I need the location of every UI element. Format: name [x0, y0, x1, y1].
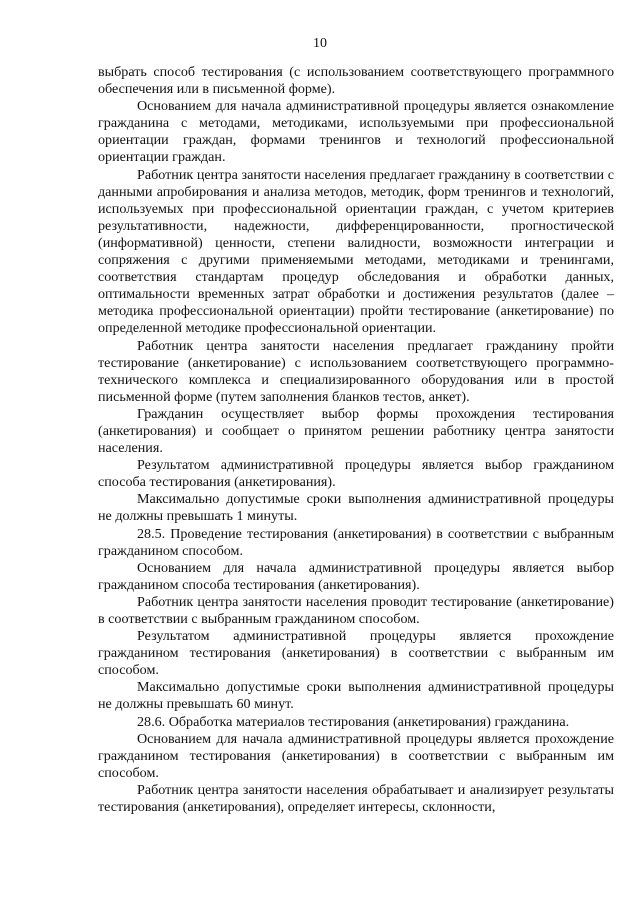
paragraph: Результатом административной процедуры является прохождение гражданином тестирования (анкетирования) в соответствии с выбранным им способом. [98, 628, 614, 679]
page-number: 10 [313, 36, 327, 51]
paragraph: Основанием для начала административной процедуры является выбор гражданином способа тестирования (анкетирования). [98, 559, 614, 593]
paragraph: Основанием для начала административной процедуры является ознакомление гражданина с методами, методиками, используемыми при профессиональной ориентации граждан, формами тренингов и технологий профессиональной ориентации граждан. [98, 98, 614, 166]
paragraph: Работник центра занятости населения обрабатывает и анализирует результаты тестирования (анкетирования), определяет интересы, склонности, [98, 781, 614, 816]
paragraph: Работник центра занятости населения предлагает гражданину в соответствии с данными апробирования и анализа методов, методик, форм тренингов и технологий, используемых при профессиональной ориентации граждан, с учетом критериев результативности, надежности, дифференцированности, прогностической (информативной) ценности, степени валидности, возможности интеграции и сопряжения с другими применяемыми методами, методиками и тренингами, соответствия стандартам процедур обследования и обработки данных, оптимальности временных затрат обработки и достижения результатов (далее – методика профессиональной ориентации) пройти тестирование (анкетирование) по определенной методике профессиональной ориентации. [98, 166, 614, 337]
paragraph: Работник центра занятости населения предлагает гражданину пройти тестирование (анкетирование) с использованием соответствующего программно-технического комплекса и специализированного оборудования или в простой письменной форме (путем заполнения бланков тестов, анкет). [98, 337, 614, 405]
paragraph: Работник центра занятости населения проводит тестирование (анкетирование) в соответствии с выбранным гражданином способом. [98, 593, 614, 627]
paragraph: Результатом административной процедуры является выбор гражданином способа тестирования (анкетирования). [98, 457, 614, 491]
paragraph: Максимально допустимые сроки выполнения административной процедуры не должны превышать 1 минуты. [98, 491, 614, 525]
paragraph: Максимально допустимые сроки выполнения административной процедуры не должны превышать 60 минут. [98, 679, 614, 713]
paragraph: Основанием для начала административной процедуры является прохождение гражданином тестирования (анкетирования) в соответствии с выбранным им способом. [98, 730, 614, 781]
section-heading-28-5: 28.5. Проведение тестирования (анкетирования) в соответствии с выбранным гражданином способом. [98, 525, 614, 559]
body-text [98, 64, 614, 816]
paragraph: Гражданин осуществляет выбор формы прохождения тестирования (анкетирования) и сообщает о принятом решении работнику центра занятости населения. [98, 405, 614, 457]
paragraph-continuation: выбрать способ тестирования (с использованием соответствующего программного обеспечения или в письменной форме). [98, 64, 614, 98]
section-heading-28-6: 28.6. Обработка материалов тестирования (анкетирования) гражданина. [137, 713, 570, 730]
